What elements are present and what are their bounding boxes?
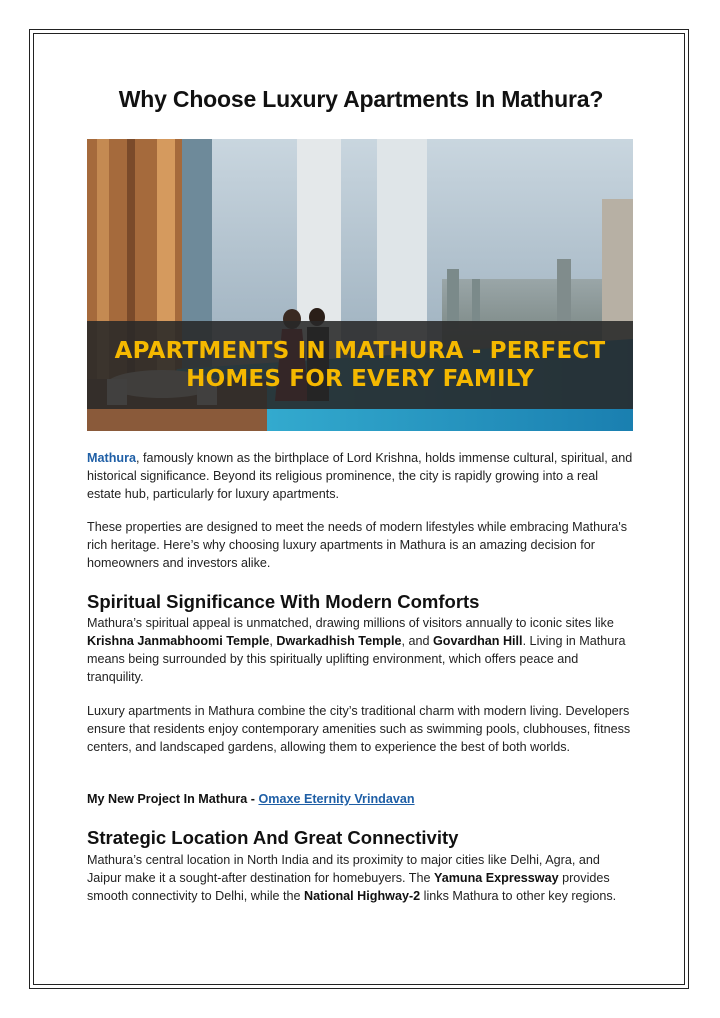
project-link[interactable]: Omaxe Eternity Vrindavan bbox=[258, 792, 415, 806]
location-paragraph: Mathura’s central location in North India and its proximity to major cities like Delhi, Agra, and Jaipur make it a sought-after destination for homebuyers. The Yamuna Expressway provides smooth connectivity to Delhi, while the National Highway-2 links Mathura to other key regions. bbox=[87, 853, 617, 903]
section-heading-location: Strategic Location And Great Connectivity bbox=[87, 827, 459, 848]
section-heading-spiritual: Spiritual Significance With Modern Comforts bbox=[87, 591, 480, 612]
project-line bbox=[87, 790, 635, 808]
govardhan-hill: Govardhan Hill bbox=[432, 634, 523, 648]
banner-headline bbox=[87, 321, 633, 409]
temple-dwarkadhish: Dwarkadhish Temple bbox=[276, 634, 402, 648]
yamuna-expressway: Yamuna Expressway bbox=[433, 871, 559, 885]
amenities-paragraph: Luxury apartments in Mathura combine the city’s traditional charm with modern living. Developers ensure that residents enjoy contemporary amenities such as swimming pools, clubhouses, fitness centers, and landscaped gardens, allowing them to experience the best of both worlds. bbox=[87, 704, 631, 754]
project-label: My New Project In Mathura - bbox=[87, 792, 259, 806]
intro-paragraph: Mathura, famously known as the birthplace of Lord Krishna, holds immense cultural, spiritual, and historical significance. Beyond its religious prominence, the city is rapidly growing into a real estate hub, particularly for luxury apartments. bbox=[87, 451, 633, 501]
national-highway: National Highway-2 bbox=[304, 889, 421, 903]
heritage-paragraph: These properties are designed to meet the needs of modern lifestyles while embracing Mathura's rich heritage. Here’s why choosing luxury apartments in Mathura is an amazing decision for homeowners and investors alike. bbox=[87, 520, 628, 570]
page-title: Why Choose Luxury Apartments In Mathura? bbox=[118, 86, 604, 112]
spiritual-paragraph: Mathura’s spiritual appeal is unmatched, drawing millions of visitors annually to iconic sites like Krishna Janmabhoomi Temple, Dwarkadhish Temple, and Govardhan Hill. Living in Mathura means being surrounded by this spiritually uplifting environment, which offers peace and tranquility. bbox=[87, 616, 626, 684]
banner-headline-line2: HOMES FOR EVERY FAMILY bbox=[186, 366, 534, 392]
mathura-link[interactable]: Mathura bbox=[87, 451, 136, 465]
banner-image bbox=[87, 139, 633, 431]
temple-krishna: Krishna Janmabhoomi Temple bbox=[87, 634, 270, 648]
banner-headline-line1: APARTMENTS IN MATHURA - PERFECT bbox=[114, 338, 606, 364]
